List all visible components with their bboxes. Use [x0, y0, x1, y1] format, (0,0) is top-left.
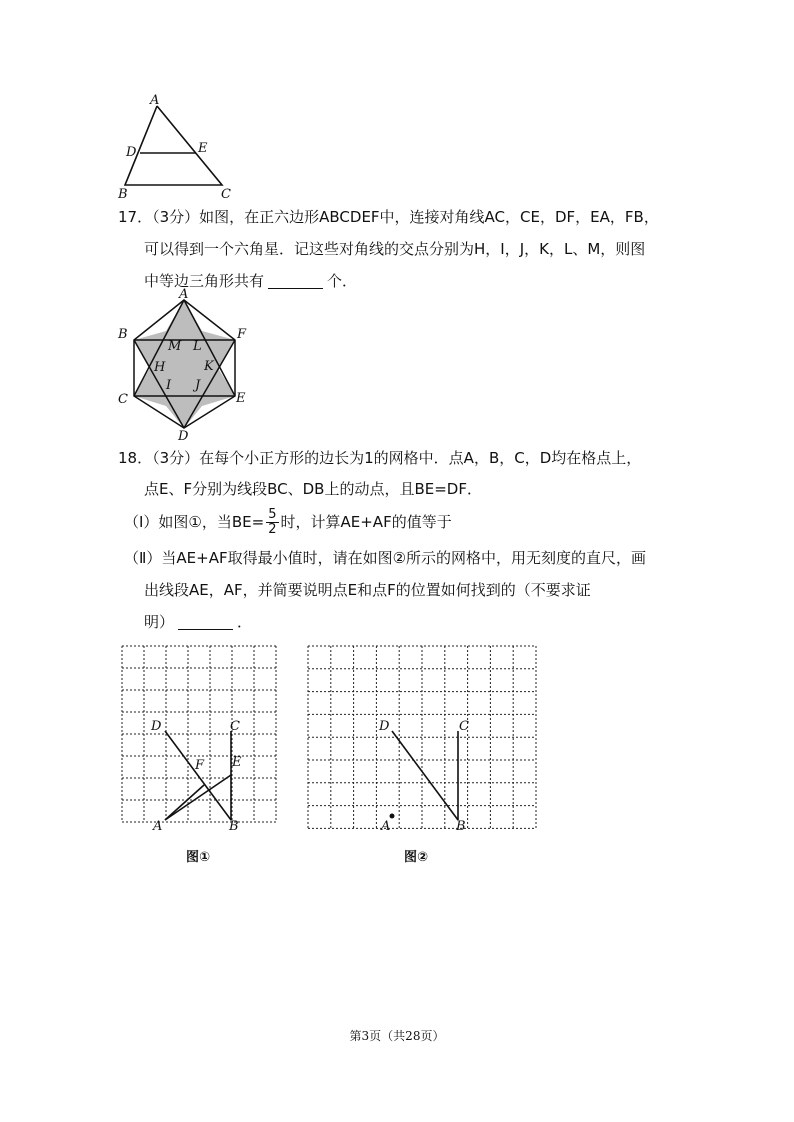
- q18-part2-text-2: 出线段AE，AF，并简要说明点E和点F的位置如何找到的（不要求证: [144, 581, 591, 599]
- hex-label-k: K: [204, 359, 214, 374]
- fig2-label-b: B: [456, 819, 466, 834]
- fig2-label-a: A: [381, 819, 391, 834]
- fraction-denominator: 2: [268, 522, 277, 537]
- segment-af: [165, 785, 204, 820]
- point-a-dot: [390, 814, 395, 819]
- label-e: E: [198, 141, 208, 156]
- q17-answer-blank[interactable]: [268, 270, 323, 289]
- hex-label-d: D: [178, 429, 189, 443]
- fig1-label-f: F: [195, 758, 205, 773]
- q17-text-2: 可以得到一个六角星．记这些对角线的交点分别为H，I，J，K，L、M，则图: [144, 240, 646, 258]
- q17-text-3b: 个．: [327, 272, 358, 290]
- q17-line2: [144, 234, 645, 264]
- fig2-label-d: D: [379, 719, 390, 734]
- fraction-five-halves: [266, 508, 278, 537]
- q18-part2-line3: [144, 607, 252, 637]
- hex-label-a: A: [179, 288, 189, 302]
- q17-text-1: （3分）如图，在正六边形ABCDEF中，连接对角线AC，CE，DF，EA，FB，: [152, 208, 659, 226]
- q18-part1-b: 时，计算AE+AF的值等于: [280, 513, 452, 531]
- fig1-label-a: A: [153, 819, 163, 834]
- label-d: D: [126, 145, 137, 160]
- q18-part2-text-3a: 明）: [144, 613, 175, 631]
- triangle-figure: [110, 92, 250, 202]
- q18-line2: [144, 474, 482, 504]
- q18-part2-text-3b: ．: [237, 613, 253, 631]
- hexagon-figure: [112, 288, 262, 443]
- q18-part2-text-1: （Ⅱ）当AE+AF取得最小值时，请在如图②所示的网格中，用无刻度的直尺，画: [124, 549, 647, 567]
- segment-db: [165, 731, 231, 820]
- fig1-label-c: C: [230, 719, 240, 734]
- q17-line1: [118, 202, 659, 232]
- figure2-caption: 图②: [404, 850, 429, 865]
- q18-line1: [118, 443, 641, 473]
- star-shaded: [134, 300, 235, 428]
- page-footer: 第3页（共28页）: [349, 1029, 445, 1043]
- hex-label-l: L: [193, 339, 202, 354]
- q18-part1: [124, 507, 452, 537]
- fig1-label-b: B: [229, 819, 239, 834]
- hex-label-f: F: [237, 327, 247, 342]
- hex-label-m: M: [168, 339, 182, 354]
- fig1-label-e: E: [232, 755, 242, 770]
- label-c: C: [221, 187, 231, 202]
- segment-db-2: [392, 731, 458, 820]
- q17-text-3a: 中等边三角形共有: [144, 272, 265, 290]
- q18-part2-line1: [124, 543, 646, 573]
- q18-text-2: 点E、F分别为线段BC、DB上的动点，且BE=DF．: [144, 480, 482, 498]
- label-a: A: [150, 93, 160, 108]
- hex-label-i: I: [166, 378, 172, 393]
- q18-answer-blank[interactable]: [178, 611, 233, 630]
- fig2-label-c: C: [459, 719, 469, 734]
- grid-figure-1: [118, 642, 278, 842]
- q17-number: 17．: [118, 208, 153, 226]
- fig1-label-d: D: [151, 719, 162, 734]
- hex-label-b: B: [118, 327, 128, 342]
- figure1-caption: 图①: [186, 850, 211, 865]
- hex-label-j: J: [195, 378, 201, 393]
- q18-part1-a: （Ⅰ）如图①，当BE=: [124, 513, 265, 531]
- q18-number: 18．: [118, 449, 153, 467]
- grid-lines-1: [122, 646, 276, 822]
- hex-label-c: C: [118, 392, 128, 407]
- grid-figure-2: [304, 642, 549, 842]
- hex-label-h: H: [154, 360, 166, 375]
- hex-label-e: E: [236, 391, 246, 406]
- segment-ae: [165, 775, 231, 820]
- q18-part2-line2: [144, 575, 591, 605]
- grid-lines-2: [308, 646, 536, 828]
- label-b: B: [118, 187, 128, 202]
- q18-text-1: （3分）在每个小正方形的边长为1的网格中．点A，B，C，D均在格点上，: [152, 449, 642, 467]
- fraction-numerator: 5: [268, 507, 277, 522]
